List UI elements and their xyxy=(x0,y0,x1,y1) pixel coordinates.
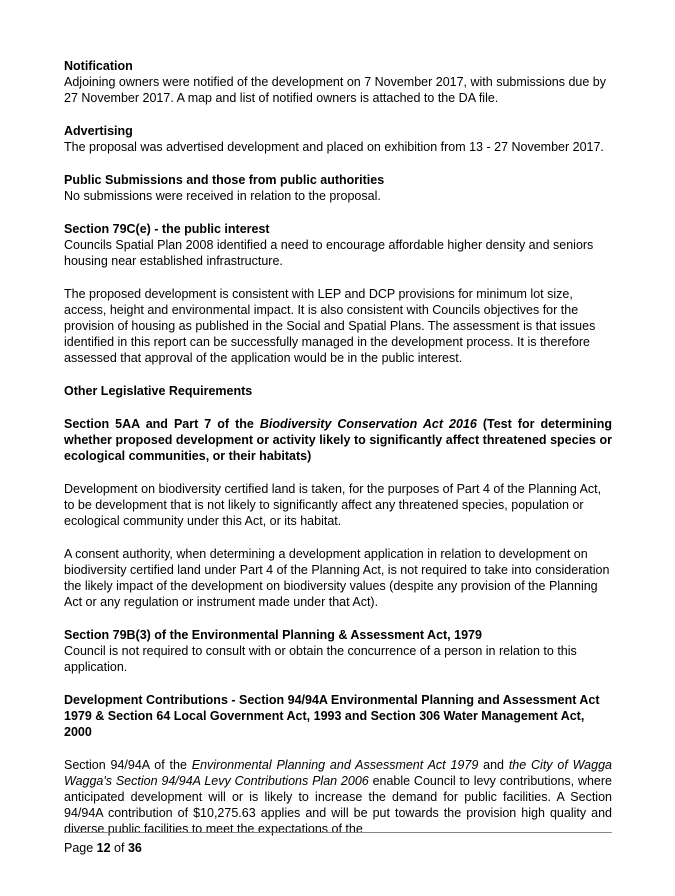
section-5aa-heading xyxy=(64,416,612,464)
public-submissions-heading: Public Submissions and those from public authorities xyxy=(64,173,385,187)
notification-heading: Notification xyxy=(64,59,133,73)
dc-body-part-1: Section 94/94A of the xyxy=(64,758,192,772)
page-footer xyxy=(64,840,142,856)
page-of-label: of xyxy=(110,841,128,855)
section-79b-body: Council is not required to consult with or obtain the concurrence of a person in relation to this application. xyxy=(64,644,577,674)
footer-divider xyxy=(64,832,612,833)
section-79c-body-1: Councils Spatial Plan 2008 identified a need to encourage affordable higher density and seniors housing near established infrastructure. xyxy=(64,238,594,268)
section-79c-body-2: The proposed development is consistent with LEP and DCP provisions for minimum lot size, access, height and environmental impact. It is also consistent with Councils objectives for the provision of housing as published in the Social and Spatial Plans. The assessment is that issues identified in this report can be successfully managed in the development process. It is therefore assessed that approval of the application would be in the public interest. xyxy=(64,287,596,365)
dc-body-part-3: enable Council to levy contributions, where anticipated development will or is likely to increase the demand for public facilities. A Section 94/94A contribution of $10,275.63 applies and will be put towards the provision high quality and diverse public facilities to meet the expectations of the xyxy=(64,774,612,836)
section-5aa-heading-post: (Test for determining whether proposed development or activity likely to significantly affect threatened species or ecological communities, or their habitats) xyxy=(64,417,612,463)
notification-body: Adjoining owners were notified of the development on 7 November 2017, with submissions due by 27 November 2017. A map and list of notified owners is attached to the DA file. xyxy=(64,75,606,105)
dc-body-act: Environmental Planning and Assessment Act 1979 xyxy=(191,758,479,772)
development-contributions-heading: Development Contributions - Section 94/94A Environmental Planning and Assessment Act 1979 & Section 64 Local Government Act, 1993 and Section 306 Water Management Act, 2000 xyxy=(64,693,600,739)
other-legislative-heading: Other Legislative Requirements xyxy=(64,384,253,398)
advertising-heading: Advertising xyxy=(64,124,133,138)
public-submissions-body: No submissions were received in relation to the proposal. xyxy=(64,189,381,203)
section-5aa-body-1: Development on biodiversity certified land is taken, for the purposes of Part 4 of the Planning Act, to be development that is not likely to significantly affect any threatened species, population or ecological community under this Act, or its habitat. xyxy=(64,482,602,528)
section-79b-heading: Section 79B(3) of the Environmental Planning & Assessment Act, 1979 xyxy=(64,628,482,642)
section-5aa-body-2: A consent authority, when determining a development application in relation to development on biodiversity certified land under Part 4 of the Planning Act, is not required to take into consideration the likely impact of the development on biodiversity values (despite any provision of the Planning Act or any regulation or instrument made under that Act). xyxy=(64,547,610,609)
advertising-body: The proposal was advertised development and placed on exhibition from 13 - 27 November 2017. xyxy=(64,140,604,154)
page-total: 36 xyxy=(127,841,142,855)
page-label: Page xyxy=(64,841,97,855)
development-contributions-body xyxy=(64,757,612,837)
section-5aa-heading-pre: Section 5AA and Part 7 of the xyxy=(64,417,260,431)
dc-body-part-2: and xyxy=(478,758,509,772)
document-body xyxy=(64,58,612,837)
section-5aa-heading-act: Biodiversity Conservation Act 2016 xyxy=(259,417,477,431)
dc-body-plan: the City of Wagga Wagga's Section 94/94A Levy Contributions Plan 2006 xyxy=(64,758,612,788)
page-number: 12 xyxy=(96,841,111,855)
section-79c-heading: Section 79C(e) - the public interest xyxy=(64,222,270,236)
